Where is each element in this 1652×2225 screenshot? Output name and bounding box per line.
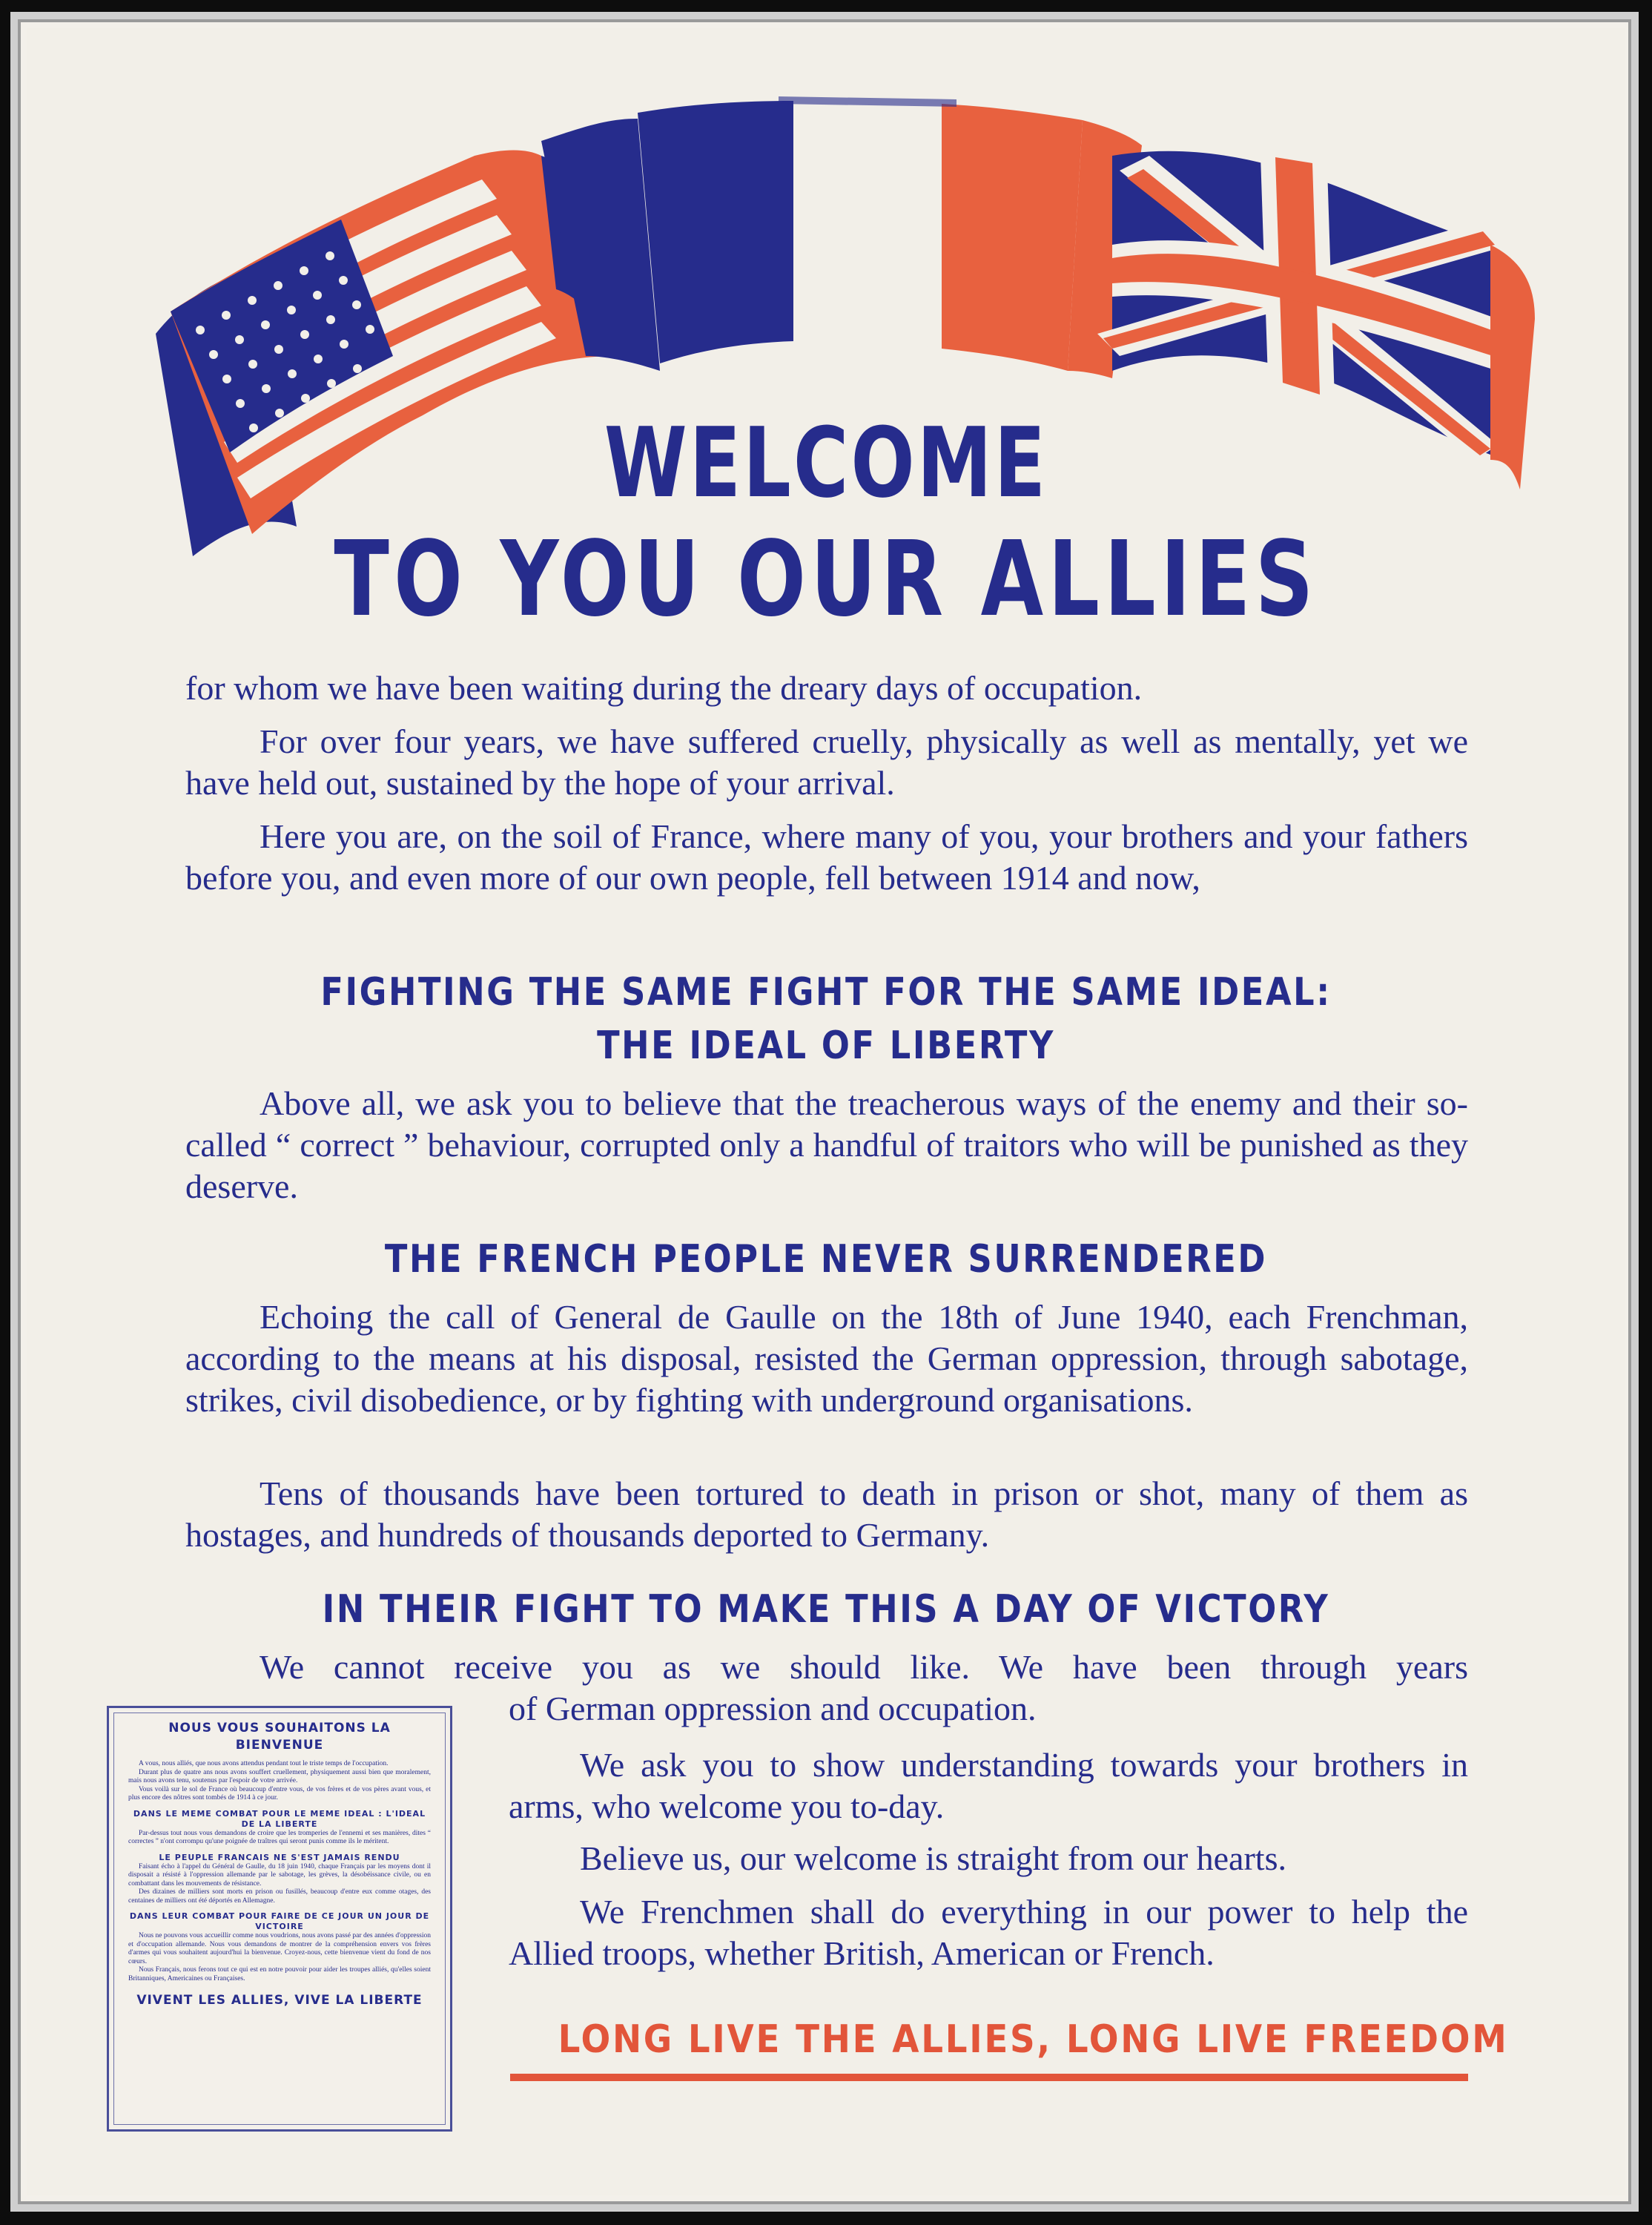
inset-text-1: A vous, nous alliés, que nous avons attendus pendant tout le triste temps de l'occupation. (139, 1760, 389, 1767)
paragraph-2: For over four years, we have suffered cruelly, physically as well as mentally, yet we have held out, sustained by the hope of your arrival. (185, 722, 1468, 802)
inset-title: NOUS VOUS SOUHAITONS LA BIENVENUE (168, 1721, 391, 1753)
inset-text-2: Durant plus de quatre ans nous avons souffert cruellement, physiquement aussi bien que moralement, mais nous avons tenu, soutenus par l'espoir de votre arrivée. (128, 1768, 431, 1784)
heading-never-surrendered: THE FRENCH PEOPLE NEVER SURRENDERED (384, 1237, 1268, 1282)
slogan: LONG LIVE THE ALLIES, LONG LIVE FREEDOM (558, 2017, 1509, 2062)
title-line-1: WELCOME (604, 406, 1048, 519)
slogan-underline (510, 2074, 1468, 2081)
paragraph-3: Here you are, on the soil of France, where many of you, your brothers and your fathers before you, and even more of our own people, fell between 1914 and now, (185, 817, 1468, 897)
heading-ideal-liberty: THE IDEAL OF LIBERTY (597, 1024, 1055, 1068)
heading-day-of-victory: IN THEIR FIGHT TO MAKE THIS A DAY OF VICTORY (322, 1587, 1330, 1632)
paragraph-7b: of German oppression and occupation. (509, 1690, 1037, 1727)
paragraph-5: Echoing the call of General de Gaulle on the 18th of June 1940, each Frenchman, according to the means at his disposal, resisted the German oppression, through sabotage, strikes, civil disobedience, or by fighting with underground organisations. (185, 1298, 1468, 1419)
title-line-2: TO YOU OUR ALLIES (334, 519, 1318, 640)
inset-text-4: Par-dessus tout nous vous demandons de croire que les tromperies de l'ennemi et ses manières, dites “ correctes ” n'ont corrompu qu'une poignée de traîtres qui seront punis comme ils le méritent. (128, 1829, 431, 1845)
paragraph-8: We ask you to show understanding towards your brothers in arms, who welcome you to-day. (509, 1746, 1468, 1825)
inset-footer: VIVENT LES ALLIES, VIVE LA LIBERTE (136, 1993, 423, 2008)
french-translation-inset (107, 1706, 452, 2132)
inset-text-7: Nous ne pouvons vous accueillir comme nous voudrions, nous avons passé par des années d'oppression et d'occupation allemande. Nous vous demandons de montrer de la compréhension envers vos frères d'armes qui vous souhaitent aujourd'hui la bienvenue. Croyez-nous, cette bienvenue vient du fond de nos cœurs. (128, 1932, 431, 1965)
paragraph-10: We Frenchmen shall do everything in our power to help the Allied troops, whether British, American or French. (509, 1893, 1468, 1972)
inset-text-8: Nous Français, nous ferons tout ce qui est en notre pouvoir pour aider les troupes alliés, qu'elles soient Britanniques, Americaines ou Françaises. (128, 1966, 431, 1982)
inset-text-6: Des dizaines de milliers sont morts en prison ou fusillés, beaucoup d'entre eux comme otages, des centaines de milliers ont été déportés en Allemagne. (128, 1888, 431, 1905)
heading-same-ideal: FIGHTING THE SAME FIGHT FOR THE SAME IDEAL: (320, 970, 1332, 1015)
inset-text-3: Vous voilà sur le sol de France où beaucoup d'entre vous, de vos frères et de vos pères avant vous, et plus encore des nôtres sont tombés de 1914 à ce jour. (128, 1785, 431, 1802)
inset-heading-2: LE PEUPLE FRANCAIS NE S'EST JAMAIS RENDU (159, 1852, 400, 1862)
inset-heading-1: DANS LE MEME COMBAT POUR LE MEME IDEAL : L'IDEAL DE LA LIBERTE (133, 1808, 426, 1829)
paragraph-4: Above all, we ask you to believe that the treacherous ways of the enemy and their so-called “ correct ” behaviour, corrupted only a handful of traitors who will be punished as they deserve. (185, 1084, 1468, 1205)
paragraph-6: Tens of thousands have been tortured to death in prison or shot, many of them as hostages, and hundreds of thousands deported to Germany. (185, 1474, 1468, 1554)
paragraph-1: for whom we have been waiting during the dreary days of occupation. (185, 669, 1143, 707)
inset-heading-3: DANS LEUR COMBAT POUR FAIRE DE CE JOUR UN JOUR DE VICTOIRE (129, 1911, 430, 1931)
paragraph-9: Believe us, our welcome is straight from our hearts. (580, 1839, 1286, 1877)
inset-text-5: Faisant écho à l'appel du Général de Gaulle, du 18 juin 1940, chaque Français par les moyens dont il disposait a résisté à l'oppression allemande par le sabotage, les grèves, la désobéissance civile, ou en combattant dans les mouvements de résistance. (128, 1862, 431, 1888)
french-flag-icon (541, 96, 1142, 378)
paragraph-7a: We cannot receive you as we should like. We have been through years (260, 1648, 1468, 1686)
